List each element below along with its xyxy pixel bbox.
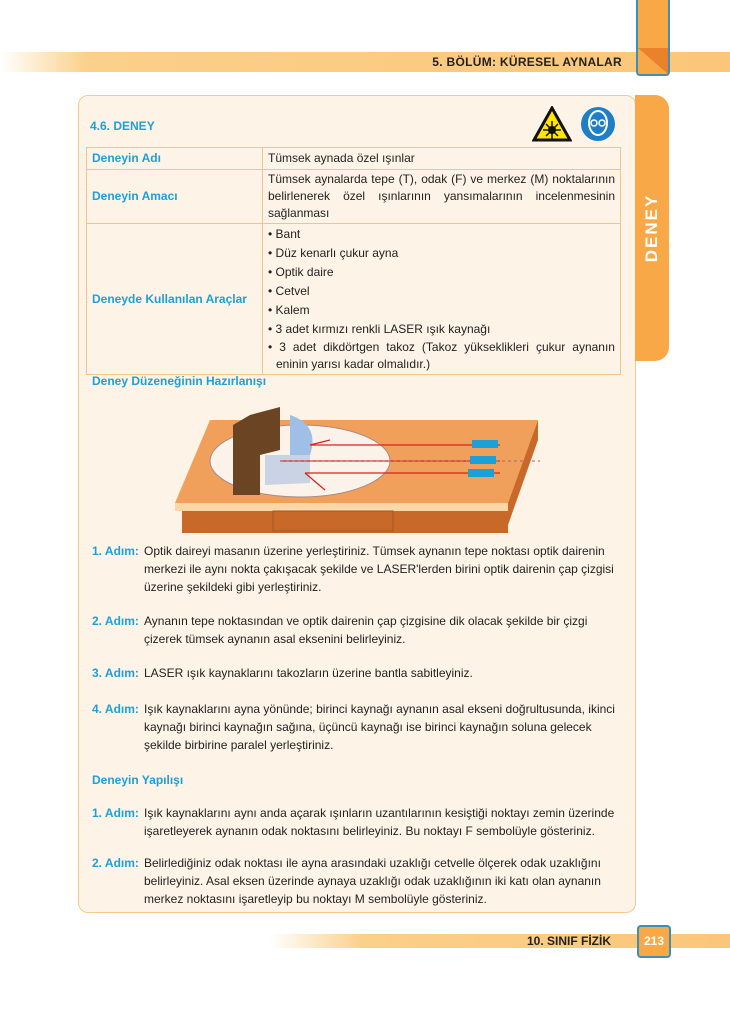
step-text: Belirlediğiniz odak noktası ile ayna arasındaki uzaklığı cetvelle ölçerek odak uzaklığını belirleyiniz. Asal eksen üzerinde aynaya uzaklığı odak uzaklığının iki katı olan aynanın merkez noktasını işaretleyip bu noktayı M sembolüyle gösteriniz. [144, 856, 601, 906]
side-tab-label: DENEY [642, 193, 661, 263]
tools-list [268, 225, 615, 373]
step-label: 2. Adım: [92, 856, 139, 870]
step-text: Optik daireyi masanın üzerine yerleştiriniz. Tümsek aynanın tepe noktası optik dairenin merkezi ile aynı nokta çakışacak şekilde ve LASER'lerden birini optik dairenin çap çizgisi üzerine şekildeki gibi yerleştiriniz. [144, 544, 614, 594]
procedure-step [92, 804, 627, 840]
step-label: 1. Adım: [92, 544, 139, 558]
row-label: Deneyde Kullanılan Araçlar [87, 224, 263, 375]
step-text: Işık kaynaklarını aynı anda açarak ışınların uzantılarının kesiştiği noktayı zemin üzerinde işaretleyerek aynanın odak noktasını belirleyiniz. Bu noktayı F sembolüyle gösteriniz. [144, 806, 615, 838]
step-text: Aynanın tepe noktasından ve optik dairenin çap çizgisine dik olacak şekilde bir çizgi çizerek tümsek aynanın asal eksenini belirleyiniz. [144, 614, 588, 646]
list-item: • Düz kenarlı çukur ayna [268, 244, 615, 263]
step-label: 1. Adım: [92, 806, 139, 820]
setup-heading: Deney Düzeneğinin Hazırlanışı [92, 374, 267, 388]
book-title: 10. SINIF FİZİK [527, 934, 612, 948]
list-item: • Cetvel [268, 282, 615, 301]
eye-protection-icon [580, 106, 616, 142]
row-label: Deneyin Adı [87, 148, 263, 170]
list-item: • Bant [268, 225, 615, 244]
step-text: LASER ışık kaynaklarını takozların üzerine bantla sabitleyiniz. [144, 666, 473, 680]
experiment-title: 4.6. DENEY [90, 119, 155, 133]
experiment-info-table [86, 147, 621, 375]
row-label: Deneyin Amacı [87, 170, 263, 224]
step-label: 3. Adım: [92, 666, 139, 680]
row-value: Tümsek aynada özel ışınlar [263, 148, 621, 170]
row-value: Tümsek aynalarda tepe (T), odak (F) ve merkez (M) noktalarının belirlenerek özel ışınlarının yansımalarının incelenmesinin sağlanması [263, 170, 621, 224]
step-text: Işık kaynaklarını ayna yönünde; birinci kaynağı aynanın asal ekseni doğrultusunda, ikinci kaynağı birinci kaynağın sağına, üçüncü kaynağı ise birinci kaynağın soluna gelecek şekilde birbirine paralel yerleştiriniz. [144, 702, 615, 752]
header-tab [636, 0, 670, 76]
setup-step [92, 612, 627, 648]
list-item: • Kalem [268, 301, 615, 320]
setup-step [92, 542, 627, 596]
side-tab [635, 95, 669, 361]
procedure-heading: Deneyin Yapılışı [92, 773, 184, 787]
step-label: 2. Adım: [92, 614, 139, 628]
chapter-title: 5. BÖLÜM: KÜRESEL AYNALAR [432, 55, 622, 69]
laser-warning-icon [532, 106, 572, 142]
experiment-setup-illustration [170, 395, 550, 535]
table-row [87, 224, 621, 375]
list-item: • 3 adet kırmızı renkli LASER ışık kaynağı [268, 320, 615, 339]
table-row [87, 148, 621, 170]
list-item: • 3 adet dikdörtgen takoz (Takoz yükseklikleri çukur aynanın eninin yarısı kadar olmalıdır.) [268, 339, 615, 373]
setup-step [92, 664, 627, 682]
setup-step [92, 700, 627, 754]
step-label: 4. Adım: [92, 702, 139, 716]
procedure-step [92, 854, 627, 908]
table-row [87, 170, 621, 224]
page-number: 213 [637, 925, 671, 958]
list-item: • Optik daire [268, 263, 615, 282]
